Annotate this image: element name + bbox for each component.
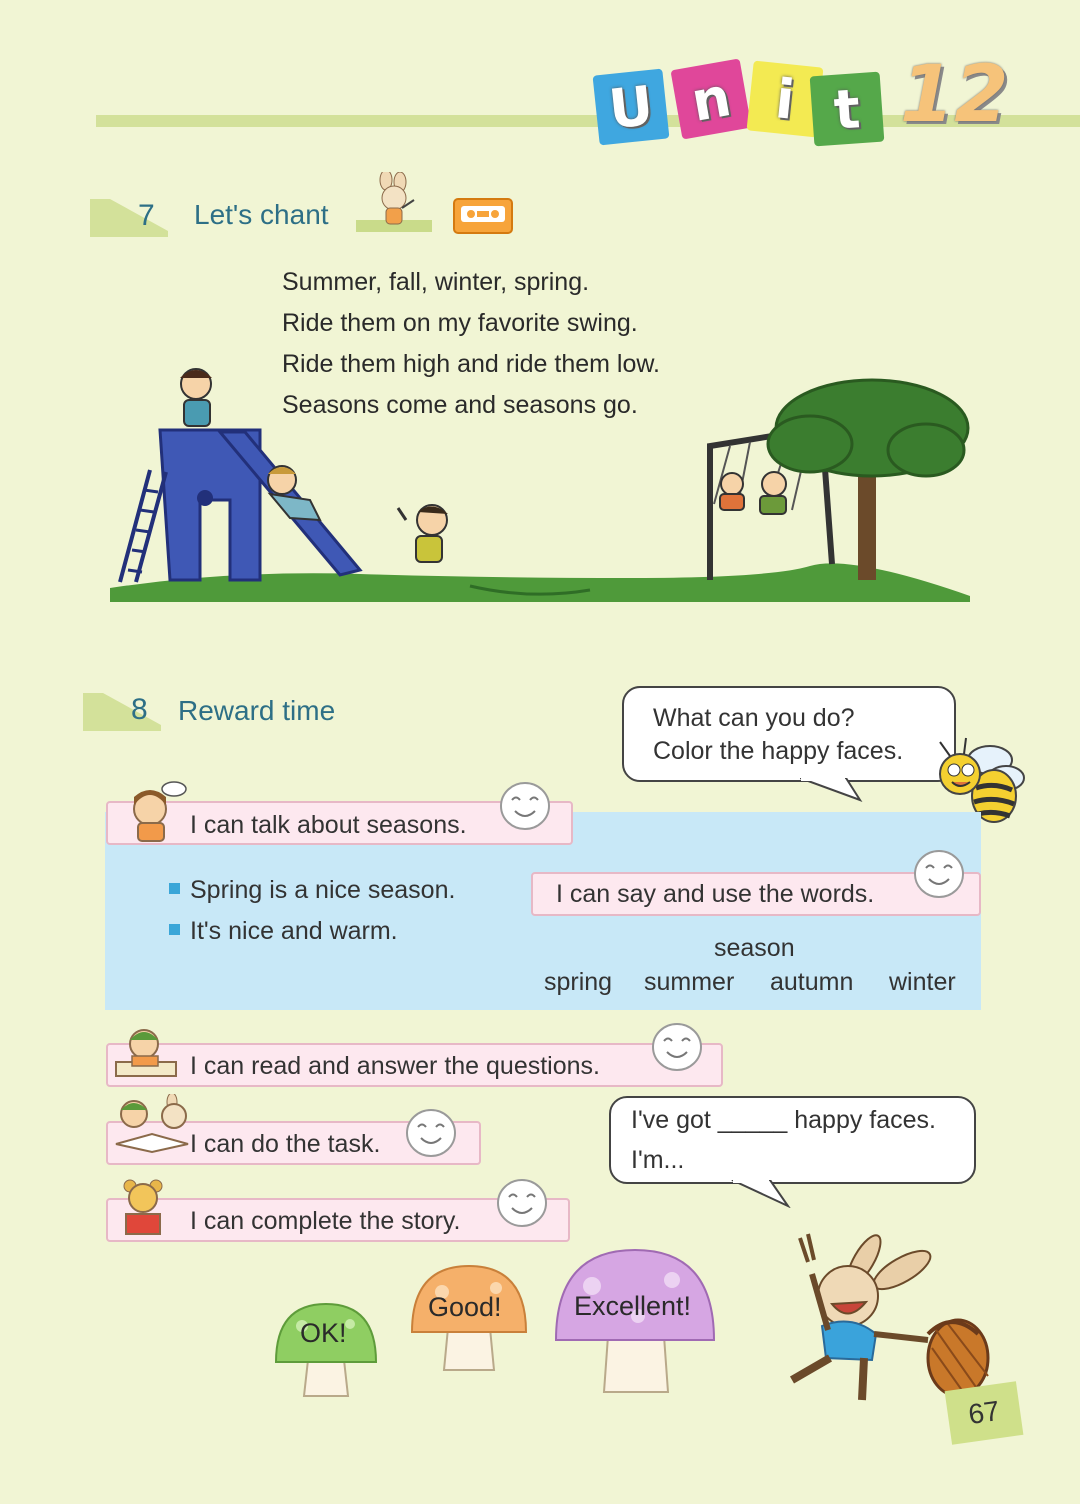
- word-season: season: [714, 934, 795, 962]
- playground-illustration: [110, 360, 980, 610]
- word-item: winter: [889, 968, 956, 996]
- bullet-icon: [169, 924, 180, 935]
- section-tab-8: [83, 693, 161, 731]
- bee-bubble-line: Color the happy faces.: [653, 737, 904, 765]
- bee-speech-bubble: [622, 686, 956, 782]
- page-number: [945, 1381, 1024, 1444]
- can-do-text: I can do the task.: [190, 1130, 381, 1158]
- unit-letter-t: t: [810, 72, 885, 147]
- bubble-tail: [800, 778, 864, 802]
- chant-line: Ride them high and ride them low.: [282, 350, 660, 378]
- happy-face-icon[interactable]: [405, 1108, 457, 1158]
- bear-reading-icon: [118, 1176, 168, 1238]
- can-complete-text: I can complete the story.: [190, 1207, 461, 1235]
- children-reading-icon: [112, 1094, 196, 1156]
- section-tab-7: [90, 199, 168, 237]
- section-8-number: 8: [131, 693, 148, 726]
- section-8-title: Reward time: [178, 695, 336, 726]
- can-talk-text: I can talk about seasons.: [190, 811, 467, 839]
- girl-thinking-icon: [126, 775, 192, 843]
- bee-bubble-line: What can you do?: [653, 704, 855, 732]
- section-7-title: Let's chant: [194, 199, 329, 230]
- unit-letter-i: i: [747, 61, 824, 138]
- happy-face-icon[interactable]: [913, 849, 965, 899]
- cassette-icon[interactable]: [453, 198, 513, 234]
- result-bubble-line: I've got _____ happy faces.: [631, 1106, 936, 1134]
- chant-line: Ride them on my favorite swing.: [282, 309, 638, 337]
- page-number-text: 67: [966, 1394, 1002, 1431]
- singing-rabbit-icon: [356, 172, 432, 234]
- reading-child-icon: [114, 1024, 180, 1080]
- example-sentence: Spring is a nice season.: [190, 876, 456, 904]
- bullet-icon: [169, 883, 180, 894]
- unit-number: 12: [900, 50, 1009, 140]
- mushroom-good-label: Good!: [428, 1292, 502, 1322]
- happy-face-icon[interactable]: [496, 1178, 548, 1228]
- mushroom-excellent-label: Excellent!: [574, 1291, 692, 1321]
- rabbit-with-basket: [752, 1230, 992, 1410]
- unit-letter-n: n: [670, 58, 751, 139]
- example-sentence: It's nice and warm.: [190, 917, 398, 945]
- result-bubble-line: I'm...: [631, 1146, 685, 1174]
- mushroom-ok[interactable]: [272, 1300, 380, 1400]
- word-item: spring: [544, 968, 613, 996]
- section-7-number: 7: [138, 199, 155, 232]
- can-say-text: I can say and use the words.: [556, 880, 875, 908]
- chant-line: Summer, fall, winter, spring.: [282, 268, 590, 296]
- happy-face-icon[interactable]: [651, 1022, 703, 1072]
- word-item: summer: [644, 968, 735, 996]
- word-item: autumn: [770, 968, 854, 996]
- happy-face-icon[interactable]: [499, 781, 551, 831]
- unit-letter-u: U: [593, 69, 670, 146]
- bubble-tail: [730, 1180, 794, 1208]
- chant-line: Seasons come and seasons go.: [282, 391, 638, 419]
- mushroom-ok-label: OK!: [300, 1318, 347, 1348]
- can-read-text: I can read and answer the questions.: [190, 1052, 600, 1080]
